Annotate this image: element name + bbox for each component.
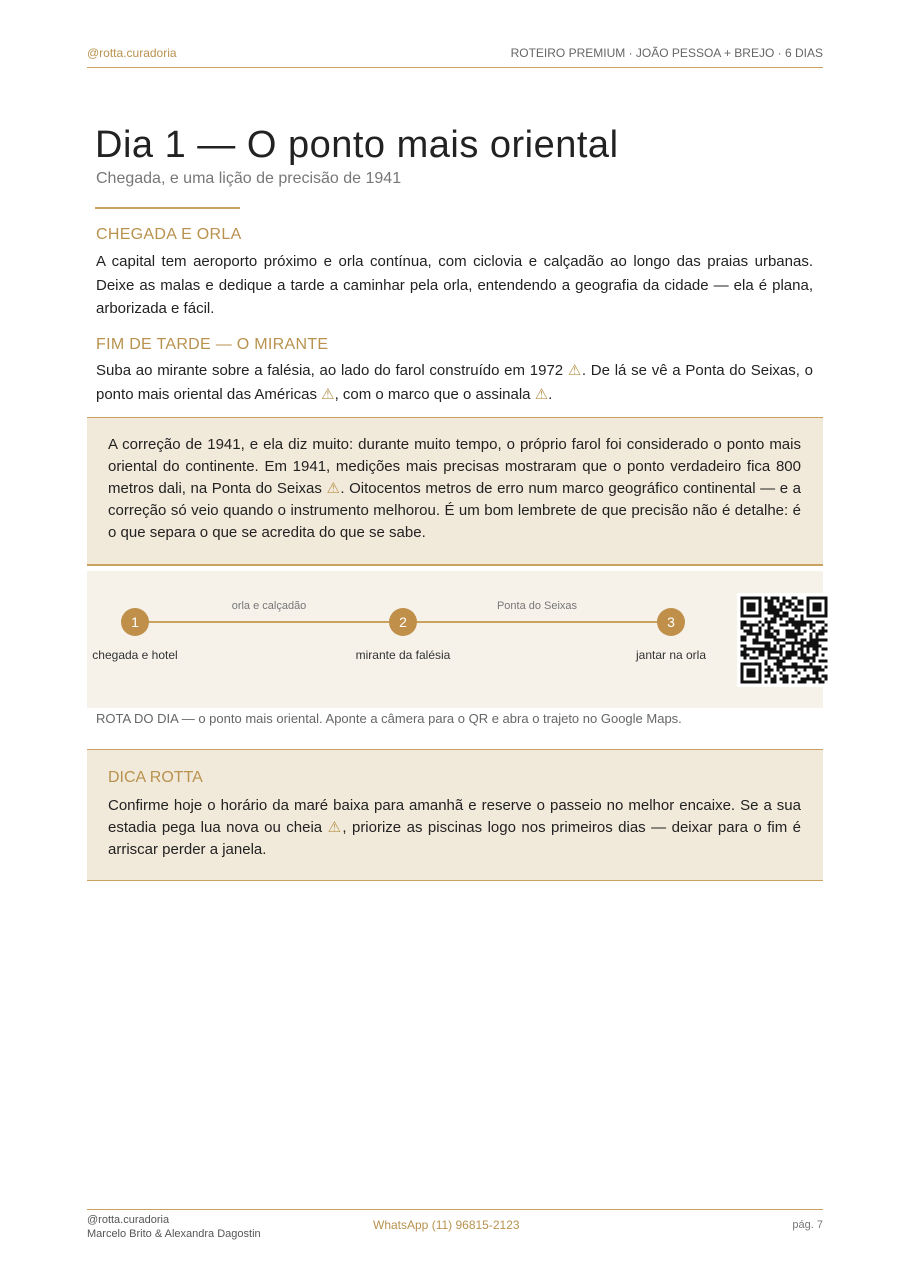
title-divider xyxy=(95,207,240,209)
route-segment-label: Ponta do Seixas xyxy=(496,600,578,612)
footer-credits xyxy=(87,1213,261,1241)
section-heading-chegada: CHEGADA E ORLA xyxy=(96,226,242,243)
tip-text: Confirme hoje o horário da maré baixa para amanhã e reserve o passeio no melhor encaixe. Se a sua estadia pega lua nova ou cheia ⚠, priorize as piscinas logo nos primeiros dias — deixar para o fim é arriscar perder a janela. xyxy=(108,797,801,858)
brand-handle[interactable]: @rotta.curadoria xyxy=(87,46,177,60)
page-subtitle: Chegada, e uma lição de precisão de 1941 xyxy=(96,170,402,187)
qr-code-icon[interactable] xyxy=(737,593,831,687)
qr-code-graphic xyxy=(737,593,831,687)
route-stop-label: jantar na orla xyxy=(635,648,707,662)
callout-box-1941 xyxy=(87,417,823,566)
section-body-mirante: Suba ao mirante sobre a falésia, ao lado do farol construído em 1972 ⚠. De lá se vê a Ponta do Seixas, o ponto mais oriental das Américas ⚠, com o marco que o assinala ⚠. xyxy=(96,362,814,403)
warning-icon: ⚠ xyxy=(321,385,335,403)
footer-authors: Marcelo Brito & Alexandra Dagostin xyxy=(87,1228,261,1240)
warning-icon: ⚠ xyxy=(327,819,343,836)
route-stop-1: 1 xyxy=(121,608,149,636)
footer-handle[interactable]: @rotta.curadoria xyxy=(87,1214,170,1226)
page-title: Dia 1 — O ponto mais oriental xyxy=(95,124,619,166)
route-map-strip xyxy=(87,571,823,708)
document-meta: ROTEIRO PREMIUM · JOÃO PESSOA + BREJO · 6 DIAS xyxy=(510,46,823,60)
callout-text: A correção de 1941, e ela diz muito: durante muito tempo, o próprio farol foi considerado o ponto mais oriental do continente. Em 1941, medições mais precisas mostraram que o ponto verdadeiro fica 800 metros dali, na Ponta do Seixas ⚠. Oitocentos metros de erro num marco geográfico continental — e a correção só veio quando o instrumento melhorou. É um bom lembrete de que precisão não é detalhe: é o que separa o que se acredita do que se sabe. xyxy=(108,436,801,541)
page-header xyxy=(87,46,823,68)
page-footer xyxy=(87,1209,823,1240)
section-heading-mirante: FIM DE TARDE — O MIRANTE xyxy=(96,336,329,353)
route-segment-line xyxy=(403,621,671,623)
tip-heading: DICA ROTTA xyxy=(108,769,203,786)
route-stop-label: mirante da falésia xyxy=(355,648,451,662)
route-segment-line xyxy=(135,621,403,623)
warning-icon: ⚠ xyxy=(534,385,549,403)
route-caption: ROTA DO DIA — o ponto mais oriental. Aponte a câmera para o QR e abra o trajeto no Google Maps. xyxy=(96,711,682,726)
section-body-chegada: A capital tem aeroporto próximo e orla contínua, com ciclovia e calçadão ao longo das praias urbanas. Deixe as malas e dedique a tarde a caminhar pela orla, entendendo a geografia da cidade — ela é plana, arborizada e fácil. xyxy=(96,253,813,317)
route-stop-label: chegada e hotel xyxy=(92,648,178,662)
page-number: pág. 7 xyxy=(792,1219,823,1231)
route-stop-3: 3 xyxy=(657,608,685,636)
route-segment-label: orla e calçadão xyxy=(231,600,307,612)
route-stop-2: 2 xyxy=(389,608,417,636)
warning-icon: ⚠ xyxy=(567,362,582,379)
whatsapp-link[interactable]: WhatsApp (11) 96815-2123 xyxy=(373,1218,520,1232)
tip-box xyxy=(87,749,823,881)
warning-icon: ⚠ xyxy=(326,480,341,497)
